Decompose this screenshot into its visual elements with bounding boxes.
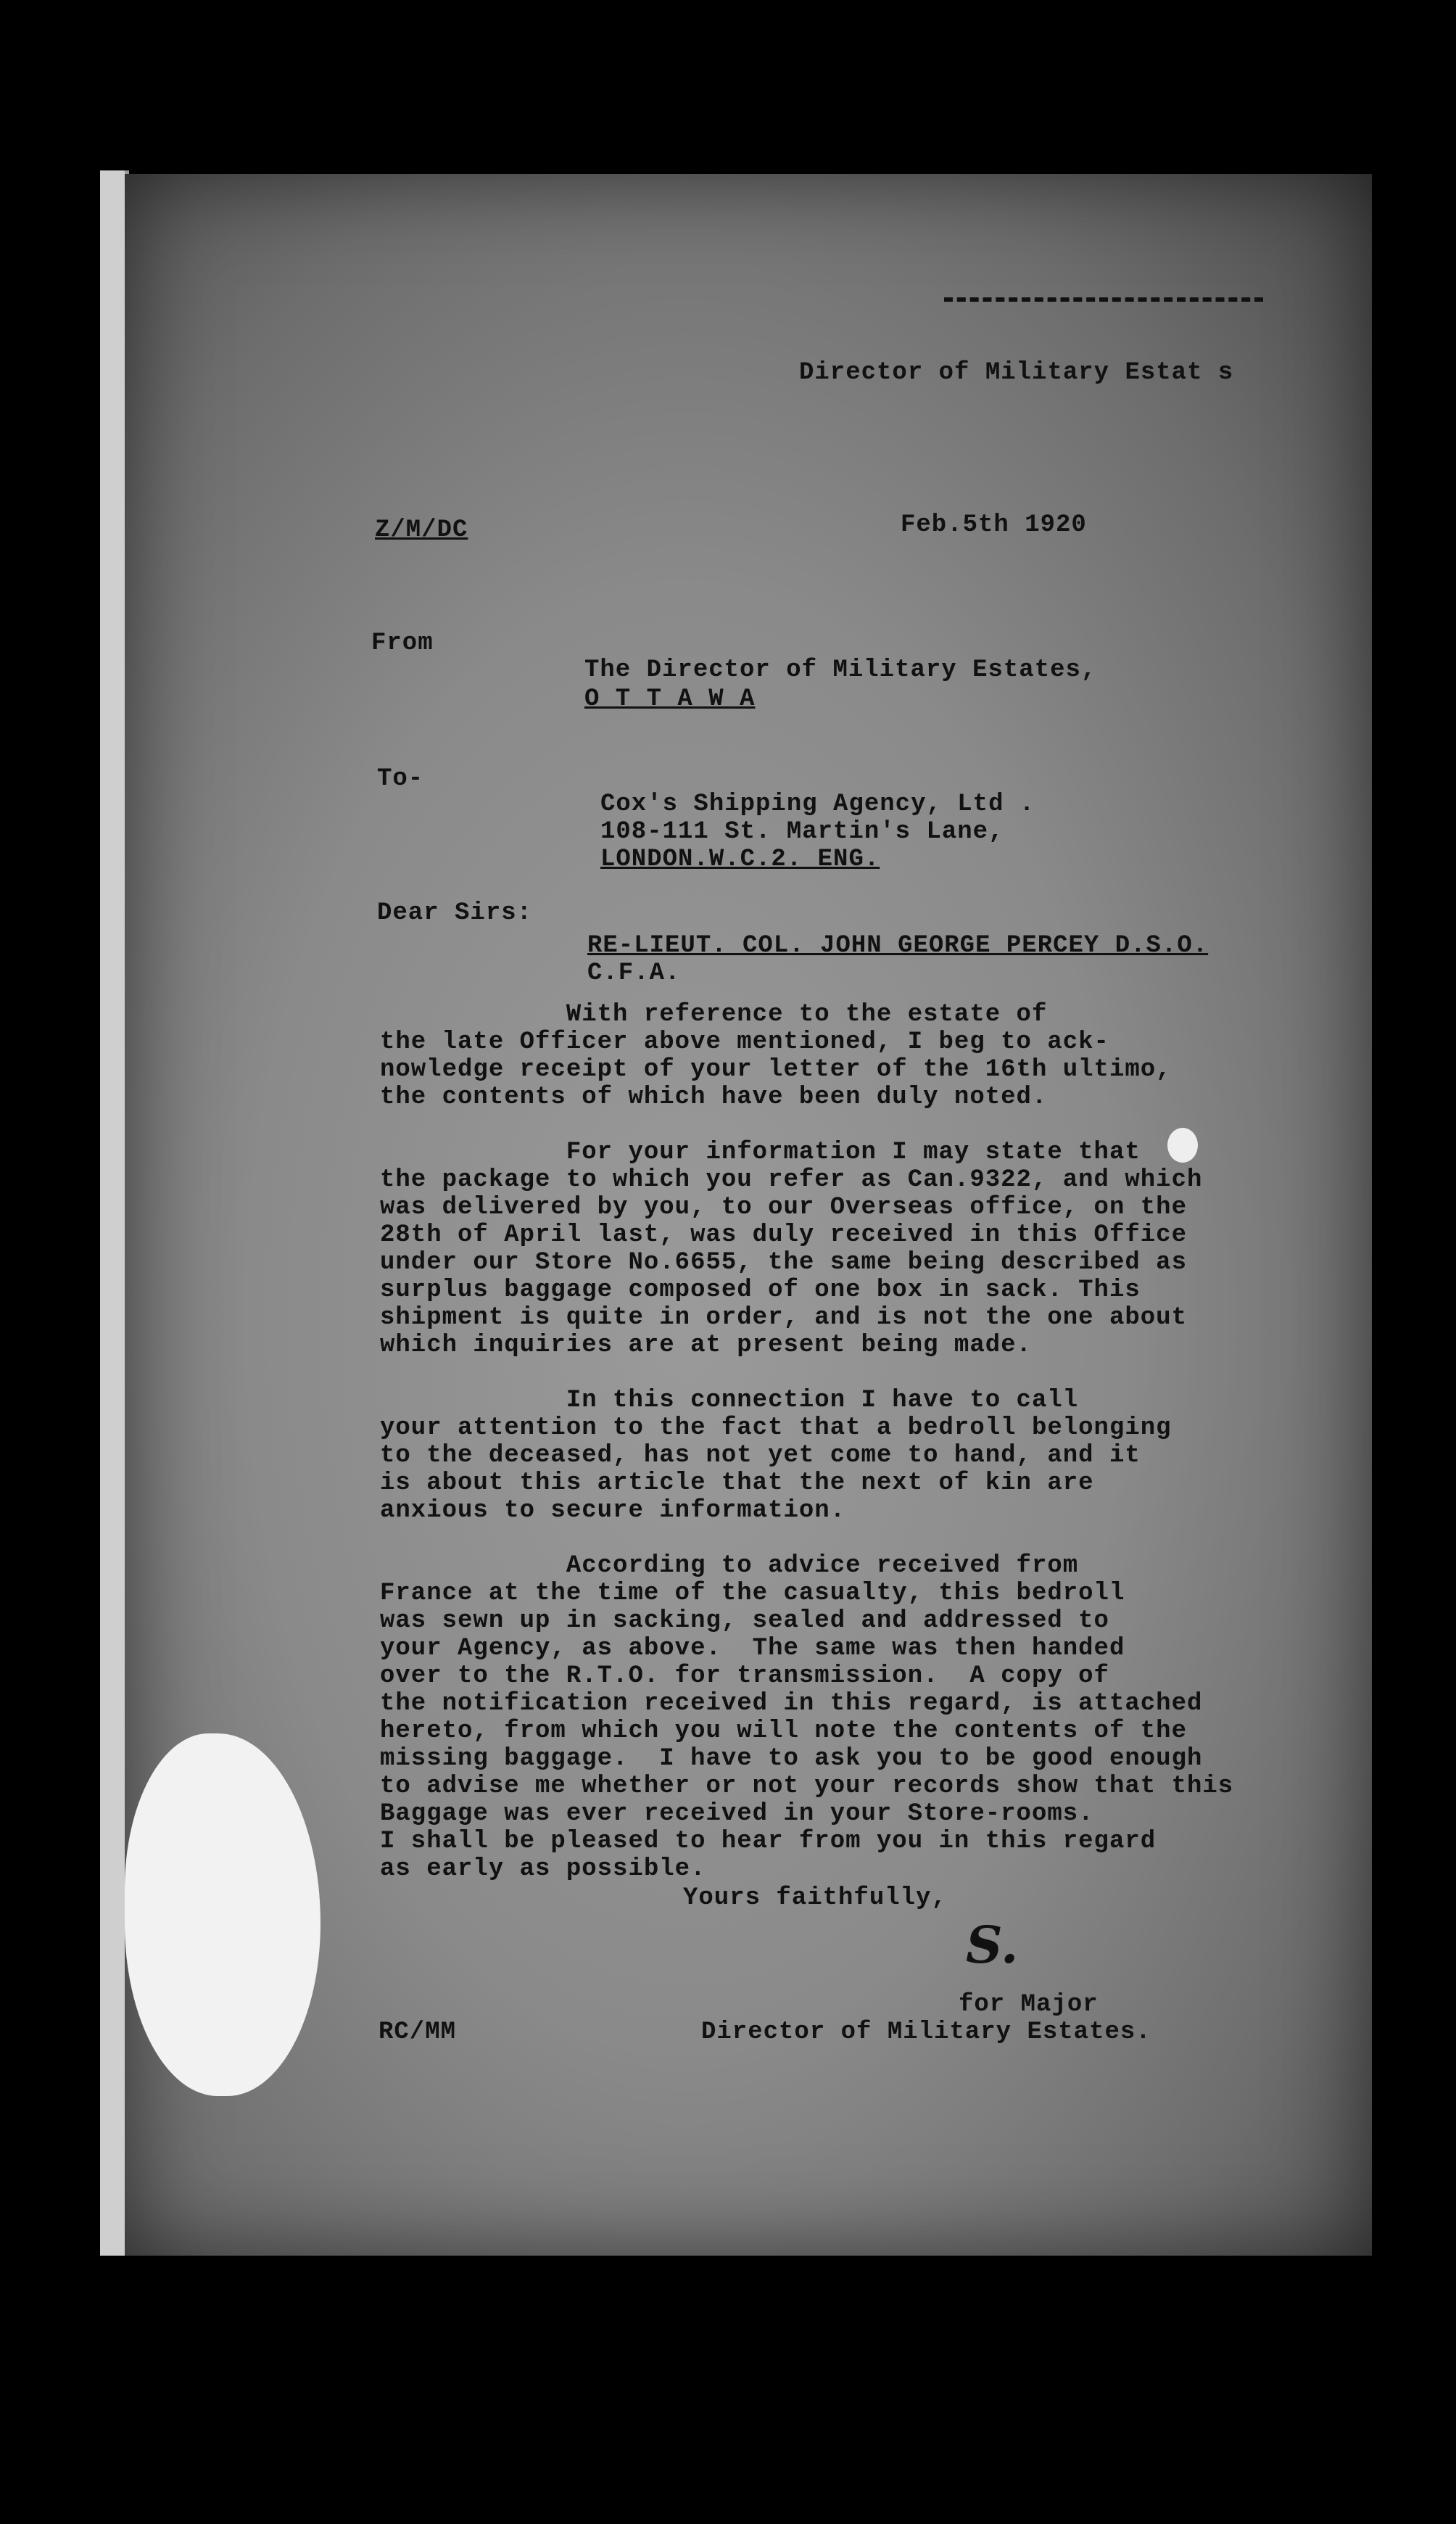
body-line: France at the time of the casualty, this bedroll [380, 1580, 1125, 1607]
body-line: is about this article that the next of kin are [380, 1469, 1094, 1497]
letterhead-title: Director of Military Estat s [799, 359, 1234, 387]
body-line: In this connection I have to call [380, 1387, 1079, 1414]
body-line: was delivered by you, to our Overseas office, on the [380, 1194, 1187, 1221]
subject-line-2: C.F.A. [587, 960, 681, 987]
body-line: as early as possible. [380, 1855, 706, 1883]
body-line: I shall be pleased to hear from you in this regard [380, 1828, 1157, 1855]
body-line: missing baggage. I have to ask you to be good enough [380, 1745, 1203, 1773]
typist-initials: RC/MM [379, 2018, 457, 2046]
salutation: Dear Sirs: [377, 899, 533, 927]
body-line: shipment is quite in order, and is not the one about [380, 1304, 1187, 1332]
to-line-1: Cox's Shipping Agency, Ltd . [600, 791, 1035, 818]
body-line: According to advice received from [380, 1552, 1079, 1580]
letter-date: Feb.5th 1920 [901, 511, 1087, 539]
body-line: under our Store No.6655, the same being described as [380, 1249, 1187, 1277]
file-reference: Z/M/DC [375, 516, 468, 544]
signature-for-major: for Major [959, 1991, 1099, 2018]
body-line: to advise me whether or not your records show that this [380, 1773, 1234, 1800]
subject-line-1: RE-LIEUT. COL. JOHN GEORGE PERCEY D.S.O. [587, 932, 1209, 960]
from-line-2: O T T A W A [584, 685, 756, 713]
body-line: 28th of April last, was duly received in this Office [380, 1221, 1187, 1249]
body-line: the late Officer above mentioned, I beg to ack- [380, 1028, 1109, 1056]
to-label: To- [377, 765, 424, 793]
signature-title: Director of Military Estates. [701, 2018, 1151, 2046]
to-line-2: 108-111 St. Martin's Lane, [600, 818, 1004, 846]
body-line: over to the R.T.O. for transmission. A copy of [380, 1662, 1109, 1690]
to-line-3: LONDON.W.C.2. ENG. [600, 846, 880, 873]
from-line-1: The Director of Military Estates, [584, 656, 1097, 684]
body-line: Baggage was ever received in your Store-rooms. [380, 1800, 1094, 1828]
body-line: With reference to the estate of [380, 1001, 1048, 1028]
body-line: surplus baggage composed of one box in sack. This [380, 1277, 1141, 1304]
body-line: nowledge receipt of your letter of the 16th ultimo, [380, 1056, 1172, 1084]
handwritten-signature: S. [966, 1915, 1019, 1975]
body-line: the contents of which have been duly noted. [380, 1084, 1048, 1111]
header-dashed-rule [944, 297, 1263, 302]
body-line: anxious to secure information. [380, 1497, 846, 1525]
closing: Yours faithfully, [683, 1884, 947, 1912]
body-line: your Agency, as above. The same was then handed [380, 1635, 1125, 1662]
body-line: the notification received in this regard, is attached [380, 1690, 1203, 1717]
from-label: From [371, 630, 434, 657]
body-line: which inquiries are at present being made. [380, 1332, 1032, 1359]
body-line: hereto, from which you will note the contents of the [380, 1717, 1187, 1745]
paper-spot [1167, 1128, 1198, 1163]
body-line: was sewn up in sacking, sealed and addressed to [380, 1607, 1109, 1635]
body-line: For your information I may state that [380, 1139, 1141, 1166]
body-line: the package to which you refer as Can.9322, and which [380, 1166, 1203, 1194]
body-line: to the deceased, has not yet come to hand, and it [380, 1442, 1141, 1469]
body-line: your attention to the fact that a bedroll belonging [380, 1414, 1172, 1442]
